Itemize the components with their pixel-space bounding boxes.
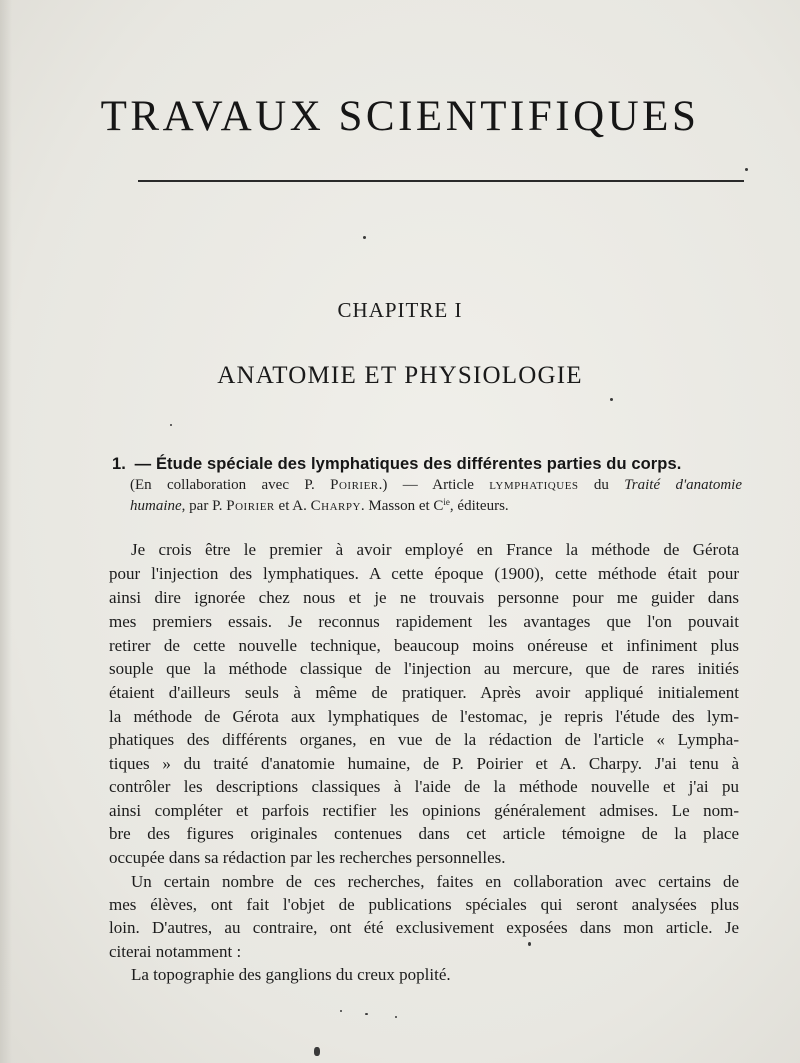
- body-line: mes premiers essais. Je reconnus rapidement les avantages que l'on pouvait: [109, 612, 739, 631]
- citation-et: et A.: [278, 498, 307, 514]
- body-line: ainsi compléter et parfois rectifier les opinions généralement admises. Le nom-: [109, 801, 739, 820]
- body-line: citerai notamment :: [109, 942, 242, 961]
- citation-author-1: Poirier: [226, 498, 275, 514]
- print-speck: [340, 1010, 342, 1012]
- body-line: La topographie des ganglions du creux poplité.: [131, 965, 451, 984]
- body-line: mes élèves, ont fait l'objet de publications spéciales qui seront analysées plus: [109, 895, 739, 914]
- body-line: étaient d'ailleurs seuls à même de pratiquer. Après avoir appliqué initialement: [109, 683, 739, 702]
- entry-citation-line-1: [130, 477, 742, 494]
- body-line: retirer de cette nouvelle technique, beaucoup moins onéreuse et infiniment plus: [109, 636, 739, 655]
- citation-collab-suffix: .) — Article: [378, 477, 474, 493]
- body-line: pour l'injection des lymphatiques. A cette époque (1900), cette méthode était pour: [109, 564, 739, 583]
- body-line: Je crois être le premier à avoir employé en France la méthode de Gérota: [131, 540, 739, 559]
- print-speck: [610, 398, 613, 401]
- body-line: ainsi dire ignorée chez nous et je ne trouvais personne pour me guider dans: [109, 588, 739, 607]
- citation-article-word: lymphatiques: [489, 477, 579, 493]
- body-line: occupée dans sa rédaction par les recherches personnelles.: [109, 848, 506, 867]
- title-rule: [138, 180, 744, 182]
- body-line: souple que la méthode classique de l'injection au mercure, que de rares initiés: [109, 659, 739, 678]
- citation-par: , par P.: [181, 498, 223, 514]
- entry-heading-text: Étude spéciale des lymphatiques des différentes parties du corps.: [155, 455, 682, 473]
- citation-du: du: [593, 477, 609, 493]
- print-speck: [528, 942, 531, 946]
- entry-number: 1.: [112, 455, 126, 473]
- print-speck: [365, 1013, 368, 1015]
- citation-publisher-sup: ie: [443, 497, 450, 507]
- citation-collab-name: Poirier: [330, 477, 379, 493]
- body-line: tiques » du traité d'anatomie humaine, de P. Poirier et A. Charpy. J'ai tenu à: [109, 754, 739, 773]
- body-line: bre des figures originales contenues dans cet article témoigne de la place: [109, 824, 739, 843]
- chapter-title: ANATOMIE ET PHYSIOLOGIE: [217, 362, 583, 389]
- citation-collab-prefix: (En collaboration avec P.: [130, 477, 315, 493]
- page-edge-shadow: [0, 0, 12, 1063]
- print-speck: [395, 1016, 397, 1018]
- entry-heading: [112, 455, 681, 474]
- citation-book-title-2: humaine: [130, 498, 182, 514]
- entry-dash: —: [134, 455, 152, 473]
- body-line: contrôler les descriptions classiques à l'aide de la méthode nouvelle et j'ai pu: [109, 777, 739, 796]
- body-line: Un certain nombre de ces recherches, faites en collaboration avec certains de: [131, 872, 739, 891]
- print-speck: [170, 424, 172, 426]
- body-line: phatiques des différents organes, en vue de la rédaction de l'article « Lympha-: [109, 730, 739, 749]
- print-speck: [363, 236, 366, 239]
- entry-citation-line-2: [130, 497, 509, 515]
- citation-publisher: . Masson et C: [360, 498, 444, 514]
- citation-author-2: Charpy: [310, 498, 361, 514]
- page-title: TRAVAUX SCIENTIFIQUES: [100, 93, 700, 140]
- chapter-label: CHAPITRE I: [337, 298, 463, 322]
- body-line: la méthode de Gérota aux lymphatiques de l'estomac, je repris l'étude des lym-: [109, 707, 739, 726]
- print-speck: [745, 168, 748, 171]
- citation-publisher-end: , éditeurs.: [449, 498, 509, 514]
- print-speck: [314, 1047, 320, 1056]
- body-line: loin. D'autres, au contraire, ont été exclusivement exposées dans mon article. Je: [109, 918, 739, 937]
- citation-book-title-1: Traité d'anatomie: [624, 477, 742, 493]
